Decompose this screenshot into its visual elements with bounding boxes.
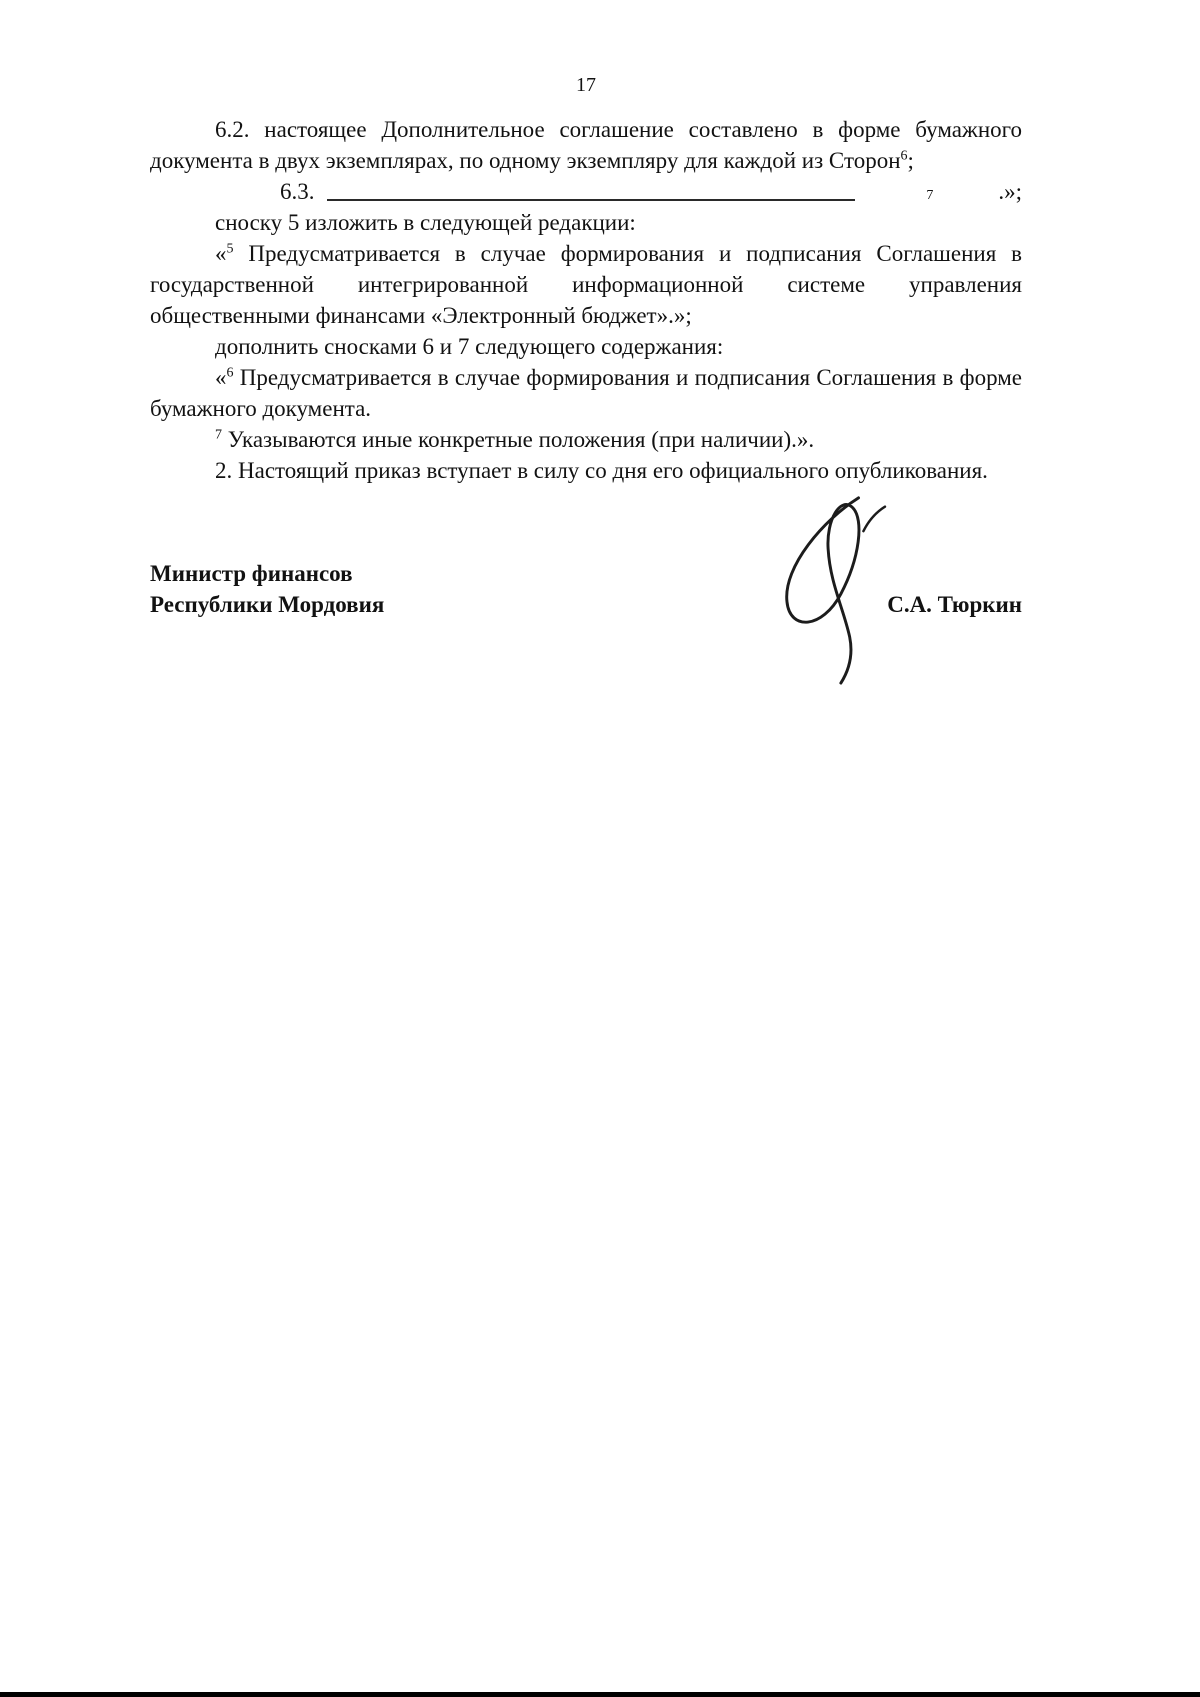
paragraph-6-2-tail: ; bbox=[907, 148, 914, 173]
footnote-5-open-quote: « bbox=[215, 241, 227, 266]
paragraph-6-3-label: 6.3. bbox=[280, 179, 315, 204]
paragraph-6-2-text: 6.2. настоящее Дополнительное соглашение составлено в форме бумажного документа в двух экземплярах, по одному экземпляру для каждой из Сторон bbox=[150, 117, 1022, 173]
blank-fill-line bbox=[327, 199, 856, 201]
paragraph-order-effective: 2. Настоящий приказ вступает в силу со дня его официального опубликования. bbox=[215, 458, 988, 483]
paragraph-snoska5-intro: сноску 5 изложить в следующей редакции: bbox=[215, 210, 636, 235]
footnote-6-marker: 6 bbox=[226, 365, 234, 381]
footnote-6-text: Предусматривается в случае формирования и подписания Соглашения в форме бумажного документа. bbox=[150, 365, 1022, 421]
footnote-6-open-quote: « bbox=[215, 365, 227, 390]
footnote-ref-6: 6 bbox=[900, 148, 908, 164]
paragraph-6-2 bbox=[150, 114, 1022, 176]
paragraph-add-intro: дополнить сносками 6 и 7 следующего содержания: bbox=[215, 334, 724, 359]
page-content bbox=[0, 0, 1200, 620]
signature-block bbox=[150, 558, 1022, 620]
footnote-5-marker: 5 bbox=[226, 241, 234, 257]
footnote-7-marker: 7 bbox=[215, 427, 222, 443]
signatory-name: С.А. Тюркин bbox=[887, 592, 1022, 617]
paragraph-footnote-5 bbox=[150, 238, 1022, 331]
footnote-5-text: Предусматривается в случае формирования и подписания Соглашения в государственной интегрированной информационной системе управления общественными финансами «Электронный бюджет».»; bbox=[150, 241, 1023, 328]
paragraph-footnote-7 bbox=[150, 424, 1022, 455]
scan-edge-artifact bbox=[0, 1692, 1200, 1697]
minister-title bbox=[150, 558, 384, 620]
footnote-7-text: Указываются иные конкретные положения (при наличии).». bbox=[227, 427, 815, 452]
handwritten-signature-icon bbox=[764, 490, 904, 686]
paragraph-6-3: 6.3. 7 .»; bbox=[150, 176, 1022, 207]
signature-right bbox=[702, 558, 1022, 620]
page-number: 17 bbox=[576, 74, 596, 96]
paragraph-6-3-tail: .»; bbox=[998, 179, 1022, 204]
minister-title-line2: Республики Мордовия bbox=[150, 592, 385, 617]
minister-title-line1: Министр финансов bbox=[150, 561, 353, 586]
paragraph-footnote-6 bbox=[150, 362, 1022, 424]
